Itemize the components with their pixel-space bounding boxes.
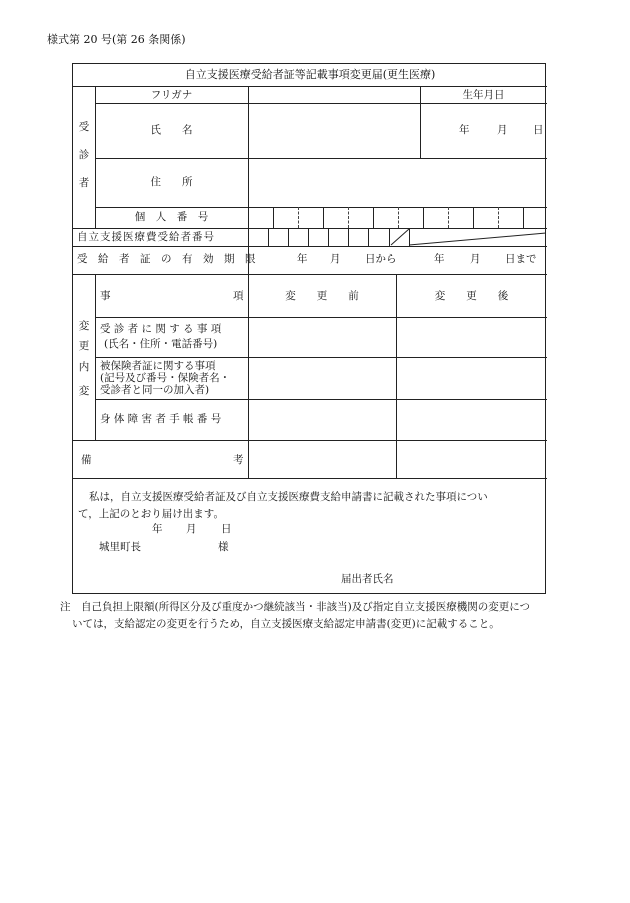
divider [95,317,547,318]
validity-from-year: 年 [297,253,308,265]
validity-from-day: 日から [365,253,397,265]
declaration-line-1: 私は，自立支援医療受給者証及び自立支援医療費支給申請書に記載された事項につい [89,491,488,503]
remarks-label-right: 考 [233,454,244,466]
patient-section-label-2: 診 [78,149,90,161]
divider [73,274,547,275]
change-row-line1: 受 診 者 に 関 す る 事 項 [100,323,222,335]
divider [73,478,547,479]
remarks-label-left: 備 [81,454,92,466]
after-label: 変 更 後 [434,290,509,302]
divider [95,357,547,358]
change-section-label-2: 更 [78,340,90,352]
patient-section-label-1: 受 [78,121,90,133]
change-row-line2: (氏名・住所・電話番号) [104,338,218,350]
birthdate-label: 生年月日 [462,89,505,101]
change-row-line2: (記号及び番号・保険者名・ [100,372,231,384]
validity-label: 受 給 者 証 の 有 効 期 限 [77,253,256,265]
change-section-label-3: 内 [78,361,90,373]
address-label: 住 所 [150,176,193,188]
divider [73,246,547,247]
change-item-header-left: 事 [100,290,111,302]
form-title: 自立支援医療受給者証等記載事項変更届(更生医療) [184,68,436,81]
furigana-label: フリガナ [150,89,193,101]
change-item-header-right: 項 [233,290,244,302]
divider [396,274,397,478]
patient-section-label-3: 者 [78,177,90,189]
declaration-line-2: て，上記のとおり届け出ます。 [78,508,224,520]
recipient-number-label: 自立支援医療費受給者番号 [77,231,215,243]
addressee: 城里町長 [99,541,141,553]
validity-to-year: 年 [434,253,445,265]
change-row-line1: 被保険者証に関する事項 [100,360,216,372]
validity-to-day: 日まで [505,253,537,265]
divider [248,246,249,478]
change-section-label-4: 変 [78,385,90,397]
validity-from-month: 月 [330,253,341,265]
divider [73,440,547,441]
footnote-line-1: 注 自己負担上限額(所得区分及び重度かつ継続該当・非該当)及び指定自立支援医療機関の変更につ [60,601,530,613]
date-day: 日 [221,523,232,535]
birthdate-month: 月 [497,124,508,136]
change-row-line3: 受診者と同一の加入者) [100,384,210,396]
personal-number-label: 個 人 番 号 [134,211,209,223]
before-label: 変 更 前 [285,290,359,302]
change-section-label-1: 変 [78,320,90,332]
name-label: 氏 名 [150,124,193,136]
applicant-name-label: 届出者氏名 [341,573,394,585]
change-row-line1: 身 体 障 害 者 手 帳 番 号 [100,413,222,425]
form-number: 様式第 20 号(第 26 条関係) [47,33,186,46]
birthdate-year: 年 [459,124,470,136]
date-year: 年 [152,523,163,535]
birthdate-day: 日 [533,124,544,136]
date-month: 月 [186,523,197,535]
divider [95,399,547,400]
honorific: 様 [218,541,229,553]
validity-to-month: 月 [470,253,481,265]
footnote-line-2: いては，支給認定の変更を行うため，自立支援医療支給認定申請書(変更)に記載すること。 [72,618,500,630]
